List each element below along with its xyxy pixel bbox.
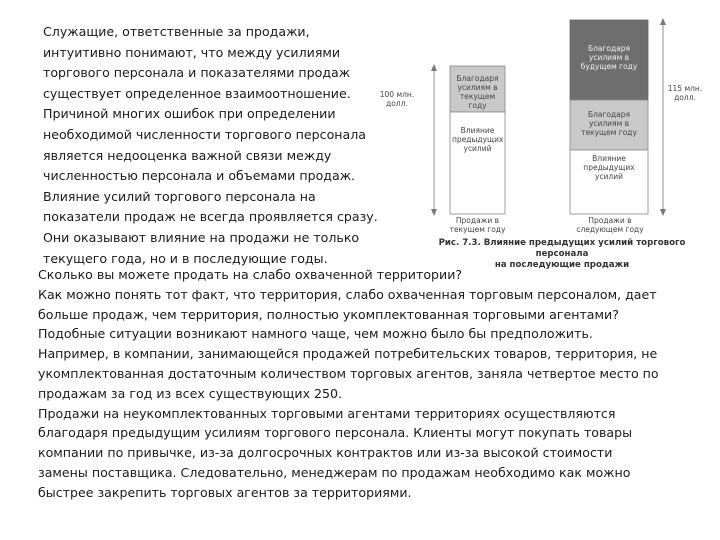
right-arrow-head-top — [660, 18, 666, 25]
figure-diagram — [370, 14, 705, 274]
text-line: необходимой численности торгового персонала — [43, 126, 366, 142]
text-line: укомплектованная достаточным количеством торговых агентов, заняла четвертое место по — [38, 365, 659, 381]
right-total-label: 115 млн. долл. — [667, 84, 703, 102]
right-top-segment-label: Благодаря усилиям в будущем году — [580, 44, 638, 71]
sales-effort-figure — [370, 14, 705, 274]
text-line: Продажи на неукомплектованных торговыми агентами территориях осуществляются — [38, 405, 616, 421]
text-line: замены поставщика. Следовательно, менеджерам по продажам необходимо как можно — [38, 464, 631, 480]
text-line: продажам за год из всех существующих 250. — [38, 385, 343, 401]
right-arrow-head-bottom — [660, 209, 666, 216]
left-top-segment-label: Благодаря усилиям в текущем году — [456, 74, 499, 110]
text-line: интуитивно понимают, что между усилиями — [43, 44, 341, 60]
text-line: компании по привычке, из-за долгосрочных контрактов или из-за высокой стоимости — [38, 445, 613, 461]
right-middle-segment-label: Благодаря усилиям в текущем году — [581, 110, 637, 137]
left-bottom-segment-label: Влияние предыдущих усилий — [452, 126, 504, 153]
text-line: Причиной многих ошибок при определении — [43, 106, 336, 122]
right-axis-label: Продажи в следующем году — [576, 216, 644, 234]
caption-line: на последующие продажи — [494, 260, 630, 270]
caption-line: Рис. 7.3. Влияние предыдущих усилий торгового персонала — [438, 238, 686, 259]
text-line: Подобные ситуации возникают намного чаще, чем можно было бы предположить. — [38, 326, 593, 342]
right-bottom-segment-label: Влияние предыдущих усилий — [583, 154, 635, 181]
text-line: Влияние усилий торгового персонала на — [43, 188, 316, 204]
text-line: Они оказывают влияние на продажи не только — [43, 229, 360, 245]
text-line: показатели продаж не всегда проявляется сразу. — [43, 209, 378, 225]
intro-paragraph — [43, 22, 383, 269]
text-line: торгового персонала и показателями продаж — [43, 65, 351, 81]
text-line: Как можно понять тот факт, что территория, слабо охваченная торговым персоналом, дает — [38, 286, 657, 302]
text-line: быстрее закрепить торговых агентов за территориями. — [38, 484, 412, 500]
left-arrow-head-top — [431, 64, 437, 71]
text-line: численностью персонала и объемами продаж. — [43, 168, 356, 184]
left-arrow-head-bottom — [431, 209, 437, 216]
text-line: больше продаж, чем территория, полностью укомплектованная торговыми агентами? — [38, 306, 619, 322]
text-line: существует определенное взаимоотношение. — [43, 85, 351, 101]
text-line: является недооценка важной связи между — [43, 147, 332, 163]
text-line: благодаря предыдущим усилиям торгового персонала. Клиенты могут покупать товары — [38, 425, 633, 441]
text-line: Например, в компании, занимающейся продажей потребительских товаров, территория, не — [38, 346, 658, 362]
text-line: Служащие, ответственные за продажи, — [43, 24, 310, 39]
text-line: текущего года, но и в последующие годы. — [43, 250, 328, 266]
left-axis-label: Продажи в текущем году — [449, 216, 506, 234]
left-total-label: 100 млн. долл. — [379, 90, 415, 108]
body-paragraph — [38, 265, 708, 503]
text-line: Сколько вы можете продать на слабо охваченной территории? — [38, 267, 463, 282]
